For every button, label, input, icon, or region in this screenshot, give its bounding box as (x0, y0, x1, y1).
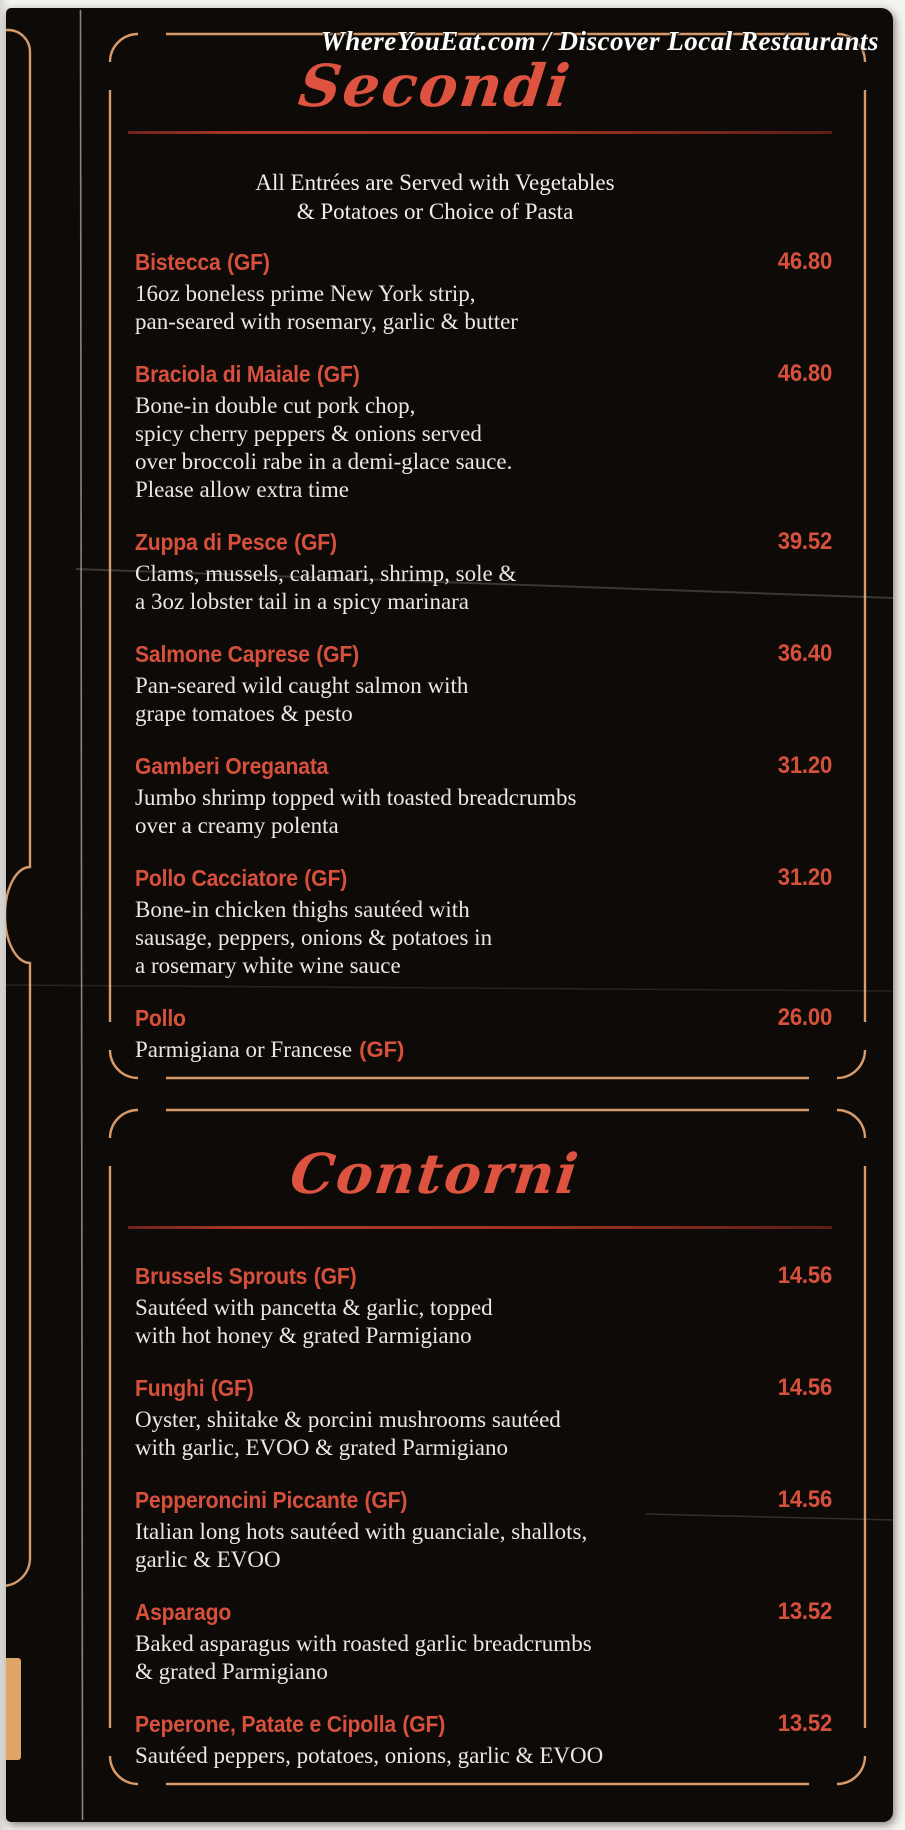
section-underline (128, 1226, 832, 1229)
item-description (135, 1518, 832, 1574)
menu-item (135, 1486, 832, 1574)
menu-item (135, 640, 832, 728)
description-line: 16oz boneless prime New York strip, (135, 281, 476, 306)
menu-item-list (135, 248, 832, 1064)
gluten-free-badge: (GF) (210, 1375, 254, 1401)
item-name (135, 1004, 832, 1032)
menu-item (135, 864, 832, 980)
menu-item (135, 752, 832, 840)
item-name (135, 528, 832, 556)
item-name (135, 752, 832, 780)
left-panel-color-patch (6, 1658, 21, 1760)
item-name (135, 1710, 832, 1738)
note-line: & Potatoes or Choice of Pasta (296, 199, 574, 224)
item-price: 14.56 (777, 1374, 832, 1401)
item-name (135, 1598, 832, 1626)
gluten-free-badge: (GF) (316, 361, 360, 387)
item-description (135, 1406, 832, 1462)
menu-section (135, 42, 832, 1088)
description-line: & grated Parmigiano (135, 1659, 328, 1684)
item-description (135, 392, 832, 504)
description-line: grape tomatoes & pesto (135, 701, 353, 726)
menu-item (135, 1598, 832, 1686)
description-line: Bone-in chicken thighs sautéed with (135, 897, 470, 922)
menu-item-list (135, 1262, 832, 1770)
gluten-free-badge: (GF) (294, 529, 337, 555)
item-price: 26.00 (777, 1004, 832, 1031)
item-name-text: Bistecca (135, 249, 221, 275)
item-price: 31.20 (777, 752, 832, 779)
item-name-text: Pepperoncini Piccante (135, 1487, 359, 1513)
menu-item (135, 1004, 832, 1064)
description-line: Jumbo shrimp topped with toasted breadcrumbs (135, 785, 577, 810)
item-name-text: Asparago (135, 1599, 232, 1625)
item-price: 31.20 (777, 864, 832, 891)
description-line: over a creamy polenta (135, 813, 339, 838)
item-name-text: Peperone, Patate e Cipolla (135, 1711, 396, 1737)
description-line: a rosemary white wine sauce (135, 953, 401, 978)
item-price: 39.52 (777, 528, 832, 555)
menu-item (135, 1374, 832, 1462)
item-description (135, 672, 832, 728)
gluten-free-badge: (GF) (313, 1263, 357, 1289)
description-line: a 3oz lobster tail in a spicy marinara (135, 589, 470, 614)
watermark-text: WhereYouEat.com / Discover Local Restaurants (320, 26, 879, 56)
item-price: 36.40 (777, 640, 832, 667)
item-name-text: Pollo Cacciatore (135, 865, 298, 891)
description-line: sausage, peppers, onions & potatoes in (135, 925, 493, 950)
item-description (135, 280, 832, 336)
section-title: Secondi (295, 52, 576, 120)
item-name-text: Funghi (135, 1375, 205, 1401)
description-line: pan-seared with rosemary, garlic & butter (135, 309, 518, 334)
description-line: spicy cherry peppers & onions served (135, 421, 482, 446)
item-description (135, 1294, 832, 1350)
description-line: Baked asparagus with roasted garlic breadcrumbs (135, 1631, 592, 1656)
menu-item (135, 528, 832, 616)
description-line: Please allow extra time (135, 477, 349, 502)
menu-section (135, 1122, 832, 1794)
item-price: 14.56 (777, 1262, 832, 1289)
item-name (135, 864, 832, 892)
gluten-free-badge: (GF) (364, 1487, 408, 1513)
item-price: 46.80 (777, 248, 832, 275)
item-name-text: Zuppa di Pesce (135, 529, 288, 555)
item-name-text: Gamberi Oreganata (135, 753, 329, 779)
item-name (135, 360, 832, 388)
note-line: All Entrées are Served with Vegetables (255, 170, 615, 195)
item-name-text: Salmone Caprese (135, 641, 310, 667)
menu-scan-area (6, 8, 893, 1822)
item-description (135, 784, 832, 840)
description-line: Italian long hots sautéed with guanciale, shallots, (135, 1519, 588, 1544)
item-description (135, 1630, 832, 1686)
description-line: Bone-in double cut pork chop, (135, 393, 416, 418)
menu-item (135, 1262, 832, 1350)
item-name (135, 248, 832, 276)
menu-note (135, 168, 735, 226)
description-line: Pan-seared wild caught salmon with (135, 673, 469, 698)
fold-crease (81, 10, 83, 1820)
item-description (135, 1036, 832, 1064)
item-description (135, 1742, 832, 1770)
menu-item (135, 1710, 832, 1770)
item-price: 46.80 (777, 360, 832, 387)
item-name (135, 1262, 832, 1290)
item-price: 14.56 (777, 1486, 832, 1513)
gluten-free-badge: (GF) (402, 1711, 446, 1737)
item-price: 13.52 (777, 1710, 832, 1737)
description-line: with garlic, EVOO & grated Parmigiano (135, 1435, 509, 1460)
item-description (135, 560, 832, 616)
item-name (135, 1486, 832, 1514)
menu-item (135, 360, 832, 504)
item-name-text: Brussels Sprouts (135, 1263, 308, 1289)
section-underline (128, 131, 832, 134)
item-name (135, 1374, 832, 1402)
item-price: 13.52 (777, 1598, 832, 1625)
description-line: with hot honey & grated Parmigiano (135, 1323, 472, 1348)
section-title: Contorni (286, 1141, 584, 1206)
description-line: over broccoli rabe in a demi-glace sauce. (135, 449, 513, 474)
gluten-free-badge: (GF) (316, 641, 360, 667)
description-line: Sautéed with pancetta & garlic, topped (135, 1295, 493, 1320)
description-line: Clams, mussels, calamari, shrimp, sole & (135, 561, 517, 586)
item-name (135, 640, 832, 668)
gluten-free-badge: (GF) (359, 1037, 405, 1062)
item-name-text: Braciola di Maiale (135, 361, 311, 387)
menu-item (135, 248, 832, 336)
gluten-free-badge: (GF) (304, 865, 348, 891)
description-line: Sautéed peppers, potatoes, onions, garlic & EVOO (135, 1743, 604, 1768)
gluten-free-badge: (GF) (227, 249, 270, 275)
description-line: Parmigiana or Francese (GF) (135, 1037, 405, 1062)
item-description (135, 896, 832, 980)
item-name-text: Pollo (135, 1005, 186, 1031)
left-panel-frame (6, 30, 30, 1586)
description-line: garlic & EVOO (135, 1547, 281, 1572)
description-line: Oyster, shiitake & porcini mushrooms sautéed (135, 1407, 561, 1432)
